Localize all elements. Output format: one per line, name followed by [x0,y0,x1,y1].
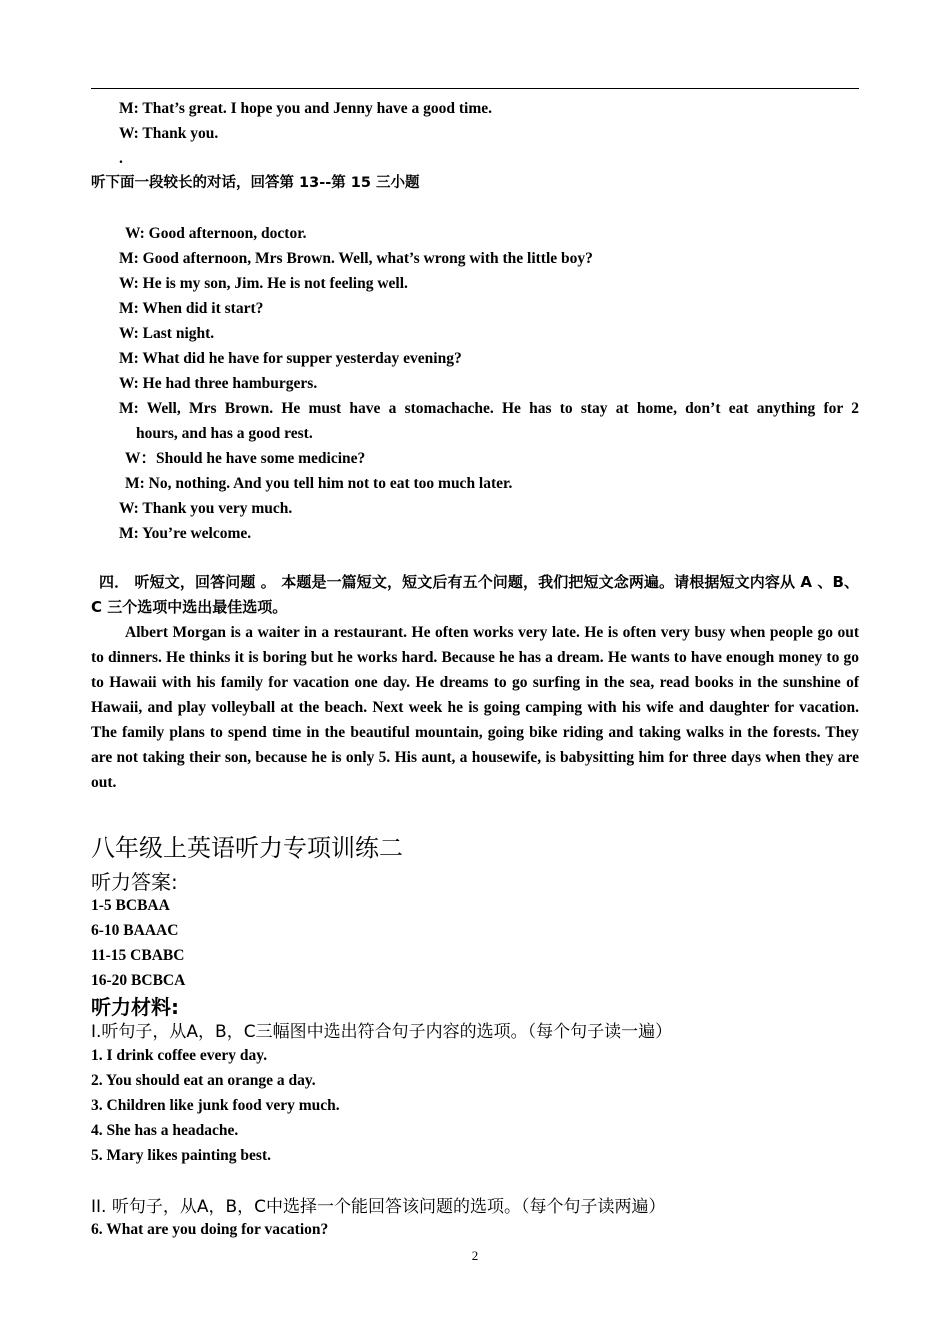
answer-line: 6-10 BAAAC [91,922,179,939]
answer-line: 16-20 BCBCA [91,972,186,989]
list-item: 1. I drink coffee every day. [91,1047,268,1064]
list-item: 4. She has a headache. [91,1122,239,1139]
dialogue-line: M: That’s great. I hope you and Jenny have a good time. [119,100,493,117]
dialogue-line: W: Thank you very much. [119,500,293,517]
page-number: 2 [471,1248,479,1263]
section-instruction: 听下面一段较长的对话，回答第 13--第 15 三小题 [91,175,420,191]
dialogue-line: M: No, nothing. And you tell him not to eat too much later. [125,475,513,492]
page-title: 八年级上英语听力专项训练二 [91,834,403,862]
dialogue-line: W：Should he have some medicine? [125,450,366,467]
answer-line: 1-5 BCBAA [91,897,170,914]
dialogue-line: M: What did he have for supper yesterday evening? [119,350,462,367]
header-rule [91,88,859,89]
dialogue-line: W: He is my son, Jim. He is not feeling well. [119,275,408,292]
part2-heading: II. 听句子，从A，B，C中选择一个能回答该问题的选项。（每个句子读两遍） [91,1197,666,1217]
dialogue-line: M: When did it start? [119,300,264,317]
section4-passage: Albert Morgan is a waiter in a restaurant. He often works very late. He is often very busy when people go out to dinners. He thinks it is boring but he works hard. Because he has a dream. He wants to have enough money to go to Hawaii with his family for vacation one day. He dreams to go surfing in the sea, read books in the sunshine of Hawaii, and play volleyball at the beach. Next week he is going camping with his wife and daughter for vacation. The family plans to spend time in the beautiful mountain, going bike riding and taking walks in the forests. They are not taking their son, because he is only 5. His aunt, a housewife, is babysitting him for three days when they are out. [91,624,859,791]
dialogue-line: W: Last night. [119,325,215,342]
dialogue-line: hours, and has a good rest. [136,425,313,442]
materials-heading: 听力材料: [91,995,179,1019]
list-item: 5. Mary likes painting best. [91,1147,271,1164]
list-item: 3. Children like junk food very much. [91,1097,340,1114]
list-item: 6. What are you doing for vacation? [91,1221,329,1238]
dialogue-line: M: You’re welcome. [119,525,252,542]
dialogue-line: M: Well, Mrs Brown. He must have a stomachache. He has to stay at home, don’t eat anything for 2 [119,400,859,417]
dialogue-line: M: Good afternoon, Mrs Brown. Well, what’s wrong with the little boy? [119,250,593,267]
list-item: 2. You should eat an orange a day. [91,1072,316,1089]
section4-instruction: 四． 听短文，回答问题 。 本题是一篇短文，短文后有五个问题，我们把短文念两遍。请根据短文内容从 A 、B、C 三个选项中选出最佳选项。 [91,573,859,616]
part1-heading: I.听句子，从A，B，C三幅图中选出符合句子内容的选项。（每个句子读一遍） [91,1022,673,1042]
dialogue-line: W: He had three hamburgers. [119,375,318,392]
answer-line: 11-15 CBABC [91,947,185,964]
dialogue-line: W: Good afternoon, doctor. [125,225,307,242]
answers-heading: 听力答案: [91,870,178,894]
dialogue-line: W: Thank you. [119,125,219,142]
dialogue-line: . [119,150,123,167]
